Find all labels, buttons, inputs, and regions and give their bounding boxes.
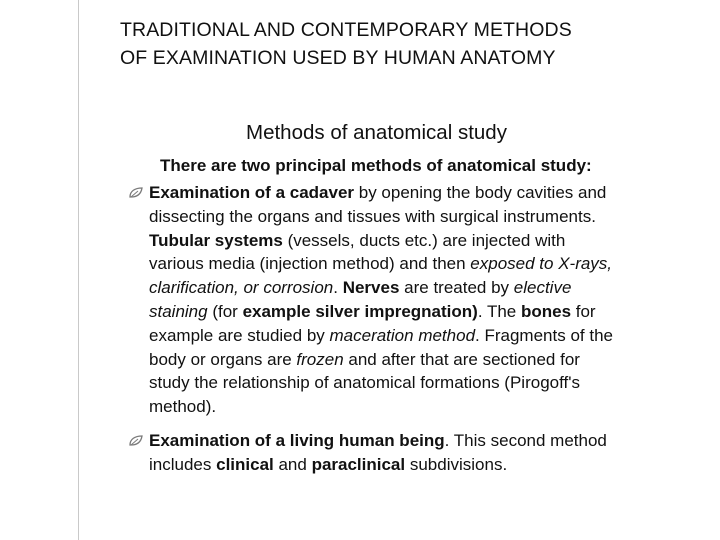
bold-term-nerves: Nerves (342, 278, 400, 298)
bullet-line (149, 276, 700, 300)
left-divider-line (78, 0, 79, 540)
bullet-line: method). (149, 397, 217, 417)
text-run: body or organs are (149, 349, 297, 369)
slide-title-line-2: OF EXAMINATION USED BY HUMAN ANATOMY (120, 47, 556, 69)
bold-term-cadaver: Examination of a cadaver (149, 183, 355, 202)
italic-term-frozen: frozen (296, 349, 344, 369)
bullet-living-examination (128, 429, 700, 477)
bold-term-bones: bones (520, 301, 572, 321)
italic-term-x-rays: exposed to X-rays, (470, 254, 613, 274)
bullet-line (149, 229, 700, 253)
bullet-line (149, 324, 700, 348)
bullet-line: dissecting the organs and tissues with surgical instruments. (149, 206, 596, 226)
text-run: . The (477, 301, 521, 321)
italic-term-maceration: maceration method (329, 325, 476, 345)
bullet-cadaver-text (149, 181, 700, 419)
text-run: (for (207, 301, 243, 321)
text-run: . Fragments of the (475, 325, 613, 345)
bullet-line (149, 252, 700, 276)
text-run: by opening the body cavities and (354, 183, 607, 202)
bold-term-paraclinical: paraclinical (311, 454, 406, 474)
bold-term-living-human: Examination of a living human being (149, 431, 445, 450)
text-run: are treated by (399, 278, 514, 298)
text-run: and after that are sectioned for (343, 349, 580, 369)
text-run: and (273, 454, 312, 474)
bullet-line (149, 348, 700, 372)
text-run: example are studied by (149, 325, 330, 345)
bullet-cadaver-examination (128, 181, 700, 419)
text-run: subdivisions. (405, 454, 508, 474)
section-subtitle: Methods of anatomical study (246, 121, 507, 144)
bullet-line (149, 429, 700, 453)
text-run: various media (injection method) and then (149, 254, 471, 274)
intro-text: There are two principal methods of anatomical study: (160, 156, 592, 175)
leaf-bullet-icon (128, 185, 144, 201)
bullet-line: study the relationship of anatomical formations (Pirogoff's (149, 373, 580, 393)
bullet-line (149, 181, 700, 205)
text-run: (vessels, ducts etc.) are injected with (282, 230, 566, 250)
bold-term-tubular-systems: Tubular systems (149, 230, 283, 250)
bold-term-clinical: clinical (216, 454, 274, 474)
bullet-line (149, 453, 700, 477)
text-run: for (571, 301, 596, 321)
text-run: . This second method (444, 431, 607, 450)
slide-title-line-1: TRADITIONAL AND CONTEMPORARY METHODS (120, 19, 572, 41)
text-run: . (333, 278, 343, 298)
italic-term-clarification: clarification, or corrosion (149, 278, 334, 298)
bullet-line (149, 300, 700, 324)
leaf-bullet-icon (128, 433, 144, 449)
italic-term-elective: elective (513, 278, 572, 298)
italic-term-staining: staining (149, 301, 208, 321)
slide-title (120, 16, 700, 72)
text-run: includes (149, 454, 217, 474)
bold-term-silver-impregnation: example silver impregnation) (242, 301, 478, 321)
bullet-living-text (149, 429, 700, 477)
